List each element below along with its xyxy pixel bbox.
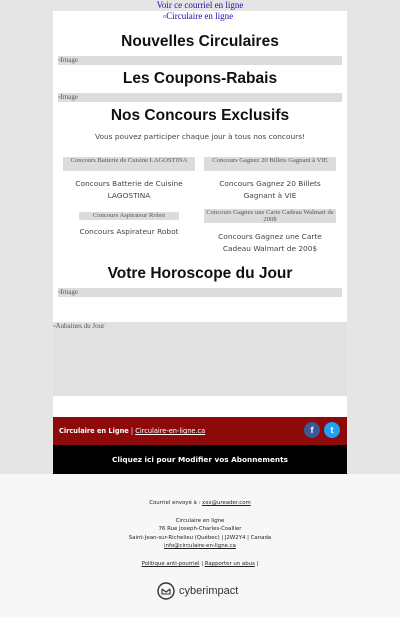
cyberimpact-logo[interactable] — [157, 581, 238, 601]
antispam-link[interactable]: Politique anti-pourriel — [141, 561, 200, 567]
cyberimpact-wordmark: cyberimpact — [179, 585, 239, 597]
contest-caption-lagostina[interactable]: Concours Batterie de Cuisine LAGOSTINA — [75, 179, 183, 200]
contact-email-link[interactable]: info@circulaire-en-ligne.ca — [164, 543, 236, 549]
circulars-image[interactable]: ▫Image — [58, 56, 342, 65]
contest-caption-aspirateur[interactable]: Concours Aspirateur Robot — [79, 227, 179, 236]
sent-to-label: Courriel envoyé à : — [149, 500, 201, 506]
sent-to-email[interactable]: xxx@ureader.com — [202, 500, 251, 506]
coupons-title: Les Coupons-Rabais — [122, 70, 278, 87]
contest-image-billets[interactable]: Concours Gagnez 20 Billets Gagnant à VIE — [204, 157, 336, 171]
deals-image[interactable]: ▫Aubaines du Jour — [53, 322, 347, 396]
contest-caption-billets[interactable]: Concours Gagnez 20 Billets Gagnant à VIE — [219, 179, 321, 200]
horoscope-image[interactable]: ▫Image — [58, 288, 342, 297]
twitter-icon[interactable]: t — [324, 422, 340, 438]
view-online-link[interactable]: Voir ce courriel en ligne — [156, 0, 244, 10]
contest-caption-walmart[interactable]: Concours Gagnez une Carte Cadeau Walmart de 200$ — [218, 232, 322, 253]
brand-line — [59, 427, 205, 435]
separator: | — [256, 561, 259, 567]
broken-image-icon: ▫ — [58, 56, 61, 64]
brand-footer — [53, 417, 347, 445]
broken-image-icon: ▫ — [53, 322, 56, 330]
contests-intro: Vous pouvez participer chaque jour à tous nos concours! — [94, 132, 306, 141]
contests-title: Nos Concours Exclusifs — [110, 107, 290, 124]
broken-image-icon: ▫ — [58, 288, 61, 296]
cyberimpact-icon — [157, 582, 175, 600]
site-link[interactable]: Circulaire-en-ligne.ca — [135, 427, 206, 435]
contest-image-walmart[interactable]: Concours Gagnez une Carte Cadeau Walmart de 200$ — [204, 209, 336, 223]
city-address: Saint-Jean-sur-Richelieu (Québec) | J2W2Y4 | Canada — [128, 535, 272, 541]
separator: | — [130, 427, 134, 435]
circulars-title: Nouvelles Circulaires — [121, 33, 279, 50]
coupons-image[interactable]: ▫Image — [58, 93, 342, 102]
sent-to — [0, 500, 400, 506]
contest-image-lagostina[interactable]: Concours Batterie de Cuisine LAGOSTINA — [63, 157, 195, 171]
manage-subscriptions-button[interactable]: Cliquez ici pour Modifier vos Abonnements — [53, 445, 347, 474]
company-name: Circulaire en ligne — [175, 518, 225, 524]
separator: | — [201, 561, 204, 567]
footer-links — [0, 561, 400, 567]
report-abuse-link[interactable]: Rapporter un abus — [204, 561, 255, 567]
contest-image-aspirateur[interactable]: Concours Aspirateur Robot — [79, 212, 179, 220]
broken-image-icon: ▫ — [58, 93, 61, 101]
logo[interactable]: ▫Circulaire en ligne — [163, 11, 234, 21]
facebook-icon[interactable]: f — [304, 422, 320, 438]
contact-email[interactable] — [0, 543, 400, 549]
street-address: 76 Rue Joseph-Charles-Coallier — [158, 526, 242, 532]
email-footer — [0, 474, 400, 617]
horoscope-title: Votre Horoscope du Jour — [107, 265, 293, 282]
brand-name: Circulaire en Ligne — [59, 427, 129, 435]
broken-image-icon: ▫ — [163, 11, 167, 21]
